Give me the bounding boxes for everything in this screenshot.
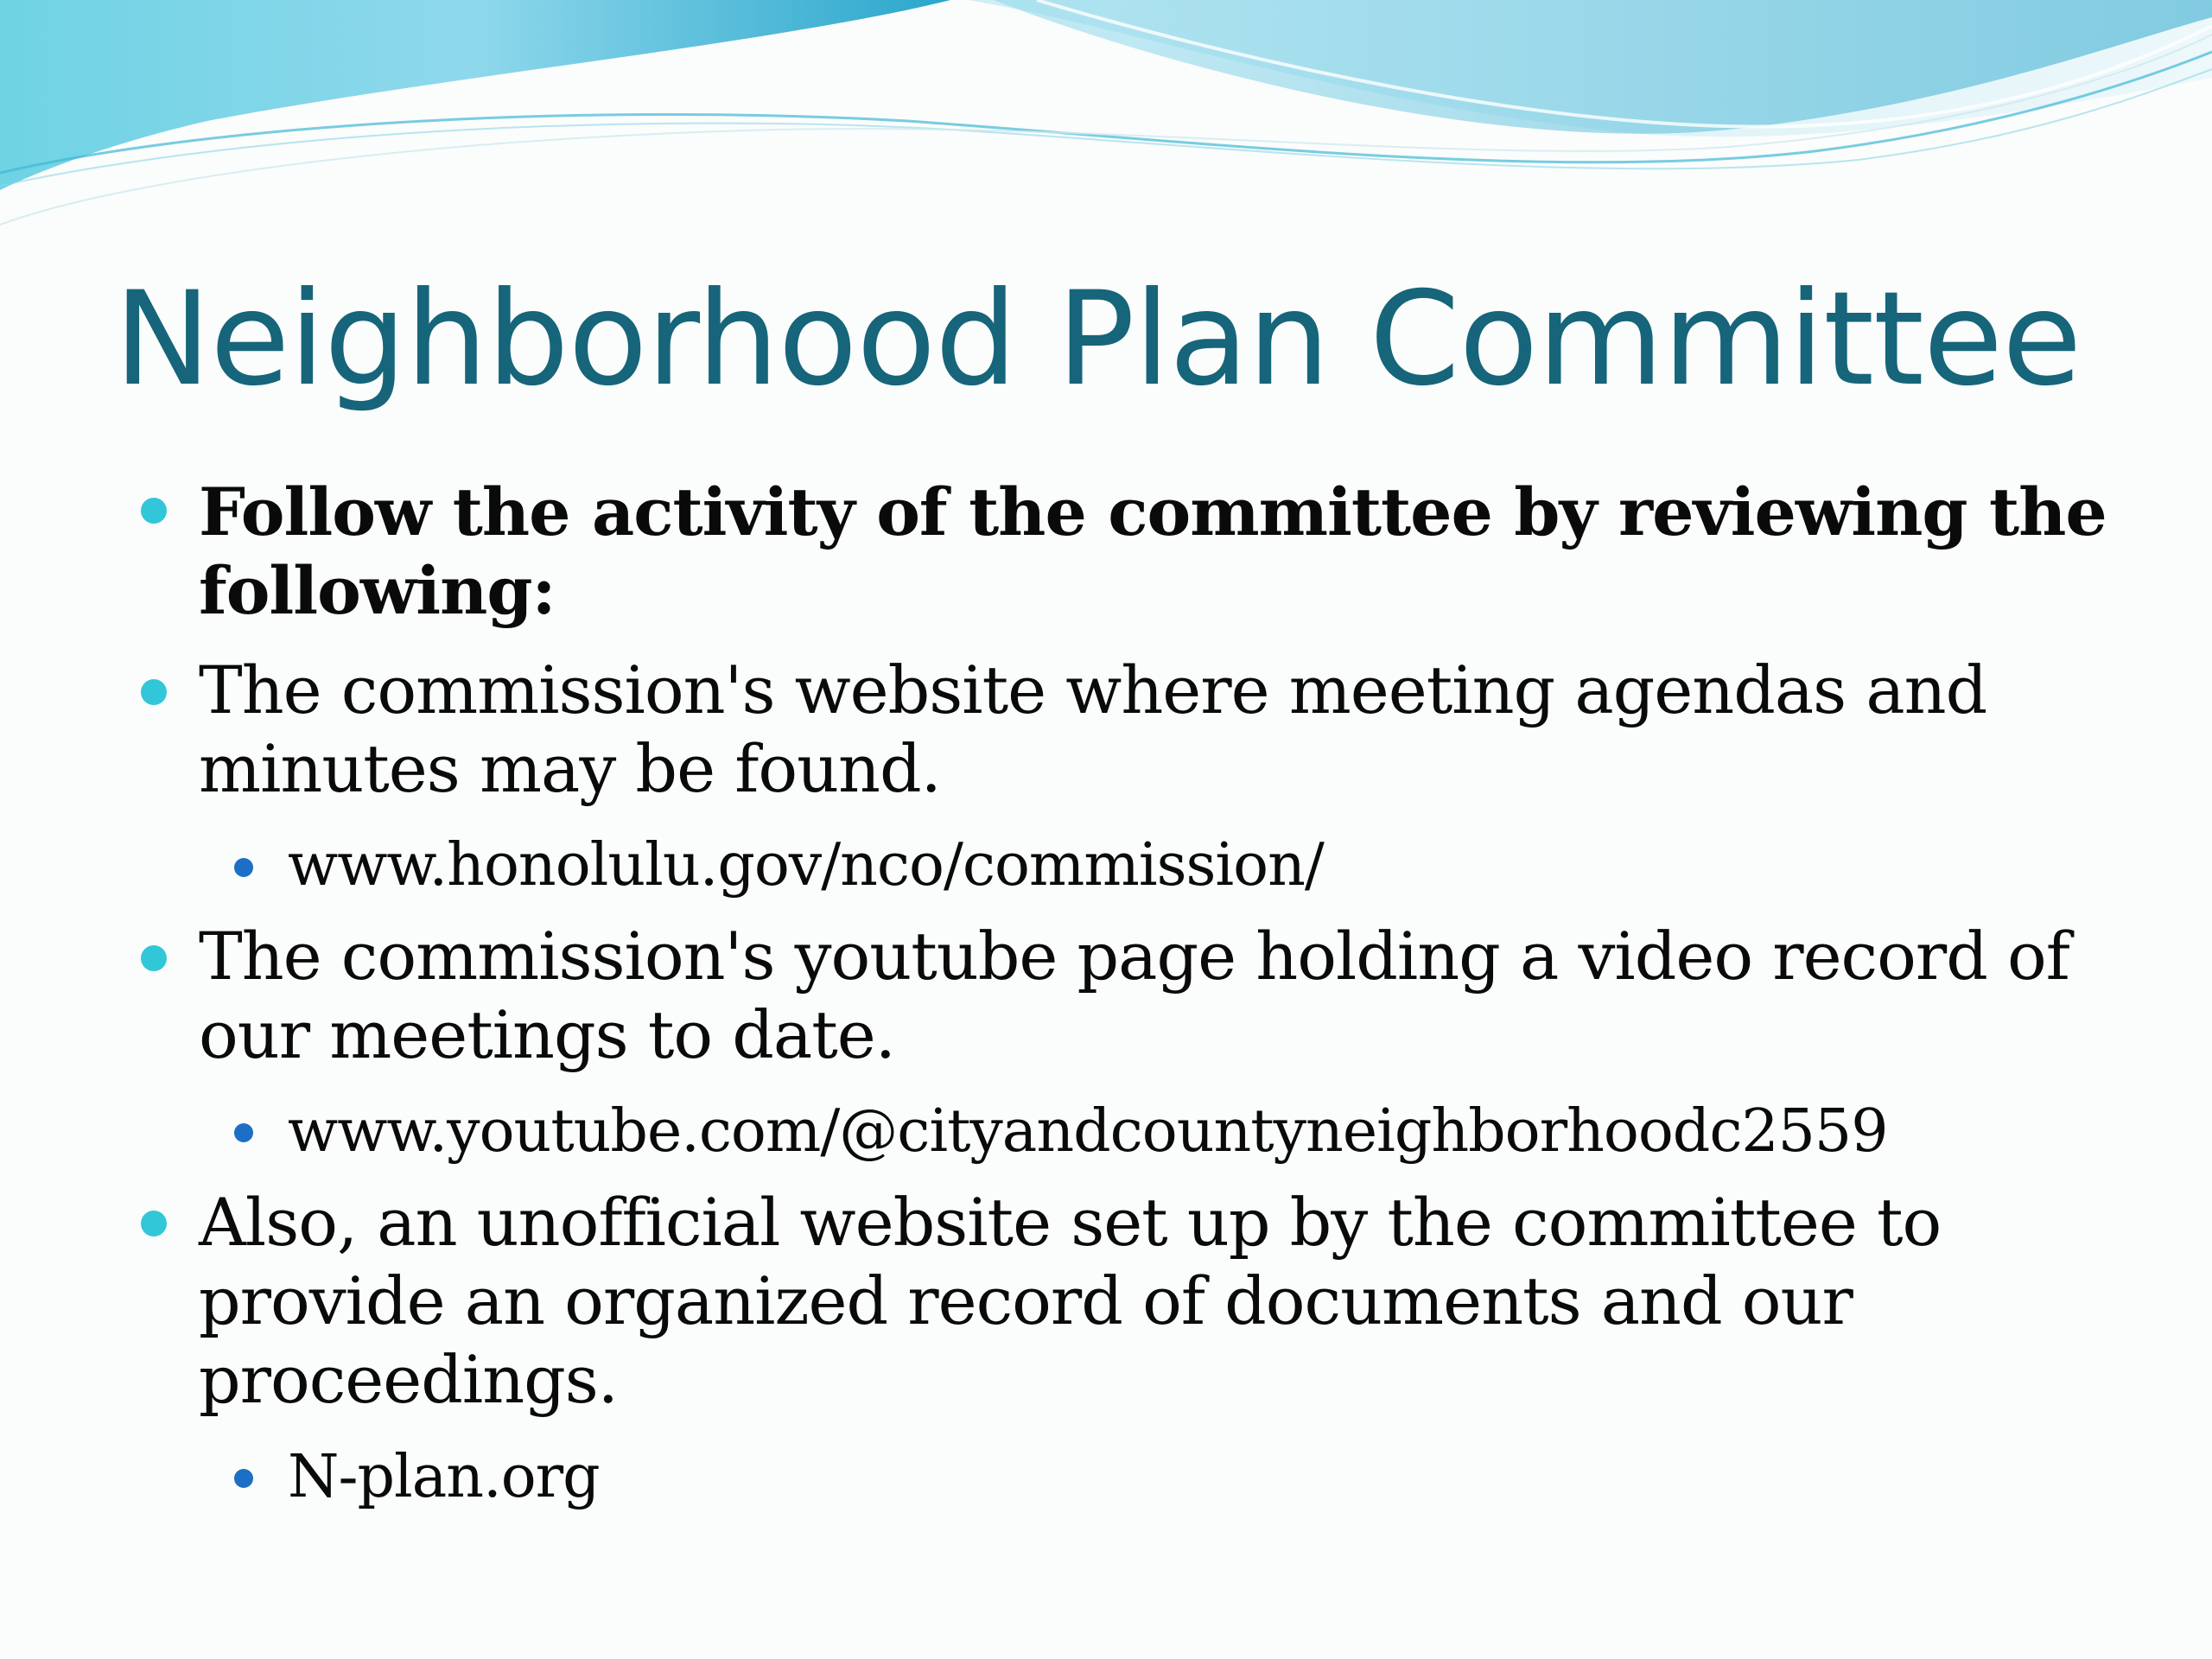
bullet-dot-icon: [141, 679, 167, 705]
bullet-text-line: provide an organized record of documents and our: [199, 1262, 1853, 1339]
commission-website-link[interactable]: www.honolulu.gov/nco/commission/: [288, 831, 1324, 899]
bullet-dot-icon: [141, 498, 167, 524]
bullet-dot-icon: [141, 1211, 167, 1236]
slide-title: Neighborhood Plan Committee: [114, 264, 2082, 415]
youtube-page-link[interactable]: www.youtube.com/@cityandcountyneighborhoodc2559: [288, 1097, 1888, 1166]
bullet-text-line: Follow the activity of the committee by reviewing the: [199, 474, 2107, 550]
bullet-text-line: proceedings.: [199, 1341, 618, 1418]
sub-bullet-dot-icon: [234, 858, 253, 877]
n-plan-website-link[interactable]: N-plan.org: [288, 1443, 600, 1511]
bullet-dot-icon: [141, 945, 167, 971]
sub-bullet-dot-icon: [234, 1469, 253, 1488]
bullet-text-line: following:: [199, 552, 556, 629]
bullet-text-line: minutes may be found.: [199, 730, 941, 807]
bullet-text-line: The commission's website where meeting agendas and: [199, 652, 1987, 728]
sub-bullet-dot-icon: [234, 1123, 253, 1142]
bullet-text-line: our meetings to date.: [199, 996, 895, 1073]
bullet-text-line: Also, an unofficial website set up by the committee to: [199, 1184, 1942, 1261]
bullet-text-line: The commission's youtube page holding a video record of: [199, 918, 2069, 995]
